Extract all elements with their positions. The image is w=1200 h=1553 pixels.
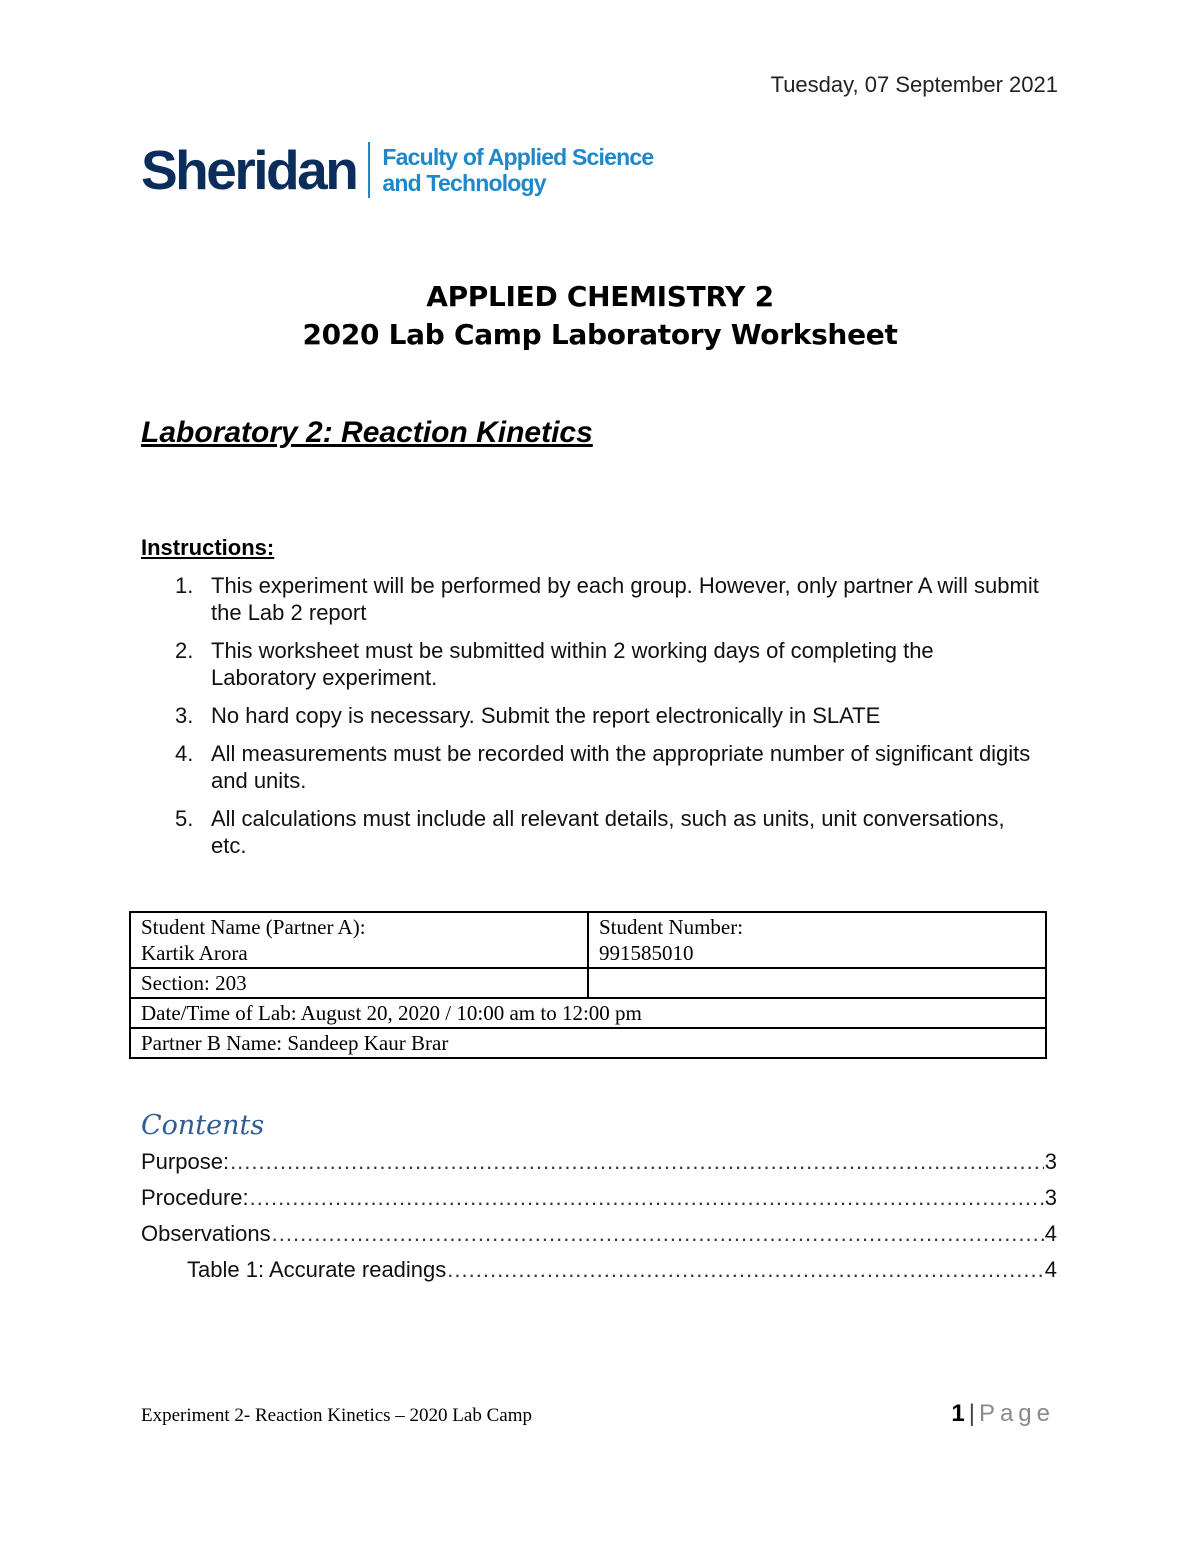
toc-entry-procedure[interactable]: Procedure: ..... 3: [141, 1183, 1057, 1219]
table-row: [130, 968, 1046, 998]
document-title: [0, 278, 1200, 354]
section-cell: Section: 203: [130, 968, 588, 998]
date-time-cell: Date/Time of Lab: August 20, 2020 / 10:00 am to 12:00 pm: [130, 998, 1046, 1028]
toc-entry-table-1[interactable]: Table 1: Accurate readings ..... 4: [141, 1255, 1057, 1291]
lab-title: Laboratory 2: Reaction Kinetics: [141, 416, 593, 449]
student-number-value: 991585010: [599, 941, 694, 965]
logo-wordmark: Sheridan: [141, 138, 357, 201]
list-item: 4. All measurements must be recorded with the appropriate number of significant digits and units.: [175, 741, 1031, 793]
toc-entry-purpose[interactable]: Purpose: ..... 3: [141, 1147, 1057, 1183]
instructions-heading: Instructions:: [141, 535, 275, 560]
header-date: Tuesday, 07 September 2021: [770, 72, 1058, 97]
table-row: [130, 1028, 1046, 1058]
toc-entry-observations[interactable]: Observations ..... 4: [141, 1219, 1057, 1255]
logo-faculty: Faculty of Applied Science and Technology: [382, 144, 654, 196]
list-item: 2. This worksheet must be submitted within 2 working days of completing the Laboratory experiment.: [175, 638, 934, 690]
sheridan-logo: [141, 140, 653, 200]
footer-title: Experiment 2- Reaction Kinetics – 2020 Lab Camp: [141, 1405, 532, 1426]
title-course: APPLIED CHEMISTRY 2: [426, 280, 774, 313]
list-item: 1. This experiment will be performed by each group. However, only partner A will submit the Lab 2 report: [175, 573, 1039, 625]
table-of-contents: [141, 1147, 1057, 1291]
contents-heading: Contents: [141, 1110, 265, 1141]
table-row: [130, 998, 1046, 1028]
student-number-cell: Student Number: 991585010: [588, 912, 1046, 968]
table-row: [130, 912, 1046, 968]
title-worksheet: 2020 Lab Camp Laboratory Worksheet: [302, 318, 898, 351]
instructions-list: [141, 572, 1041, 870]
student-name-cell: Student Name (Partner A): Kartik Arora: [130, 912, 588, 968]
student-info-table: [129, 911, 1047, 1059]
partner-b-cell: Partner B Name: Sandeep Kaur Brar: [130, 1028, 1046, 1058]
empty-cell: [588, 968, 1046, 998]
footer-page-number: 1 | Page: [951, 1400, 1055, 1427]
logo-divider: [368, 142, 370, 198]
student-name-value: Kartik Arora: [141, 941, 248, 965]
list-item: 5. All calculations must include all relevant details, such as units, unit conversations, etc.: [175, 806, 1005, 858]
list-item: 3. No hard copy is necessary. Submit the report electronically in SLATE: [175, 703, 881, 728]
